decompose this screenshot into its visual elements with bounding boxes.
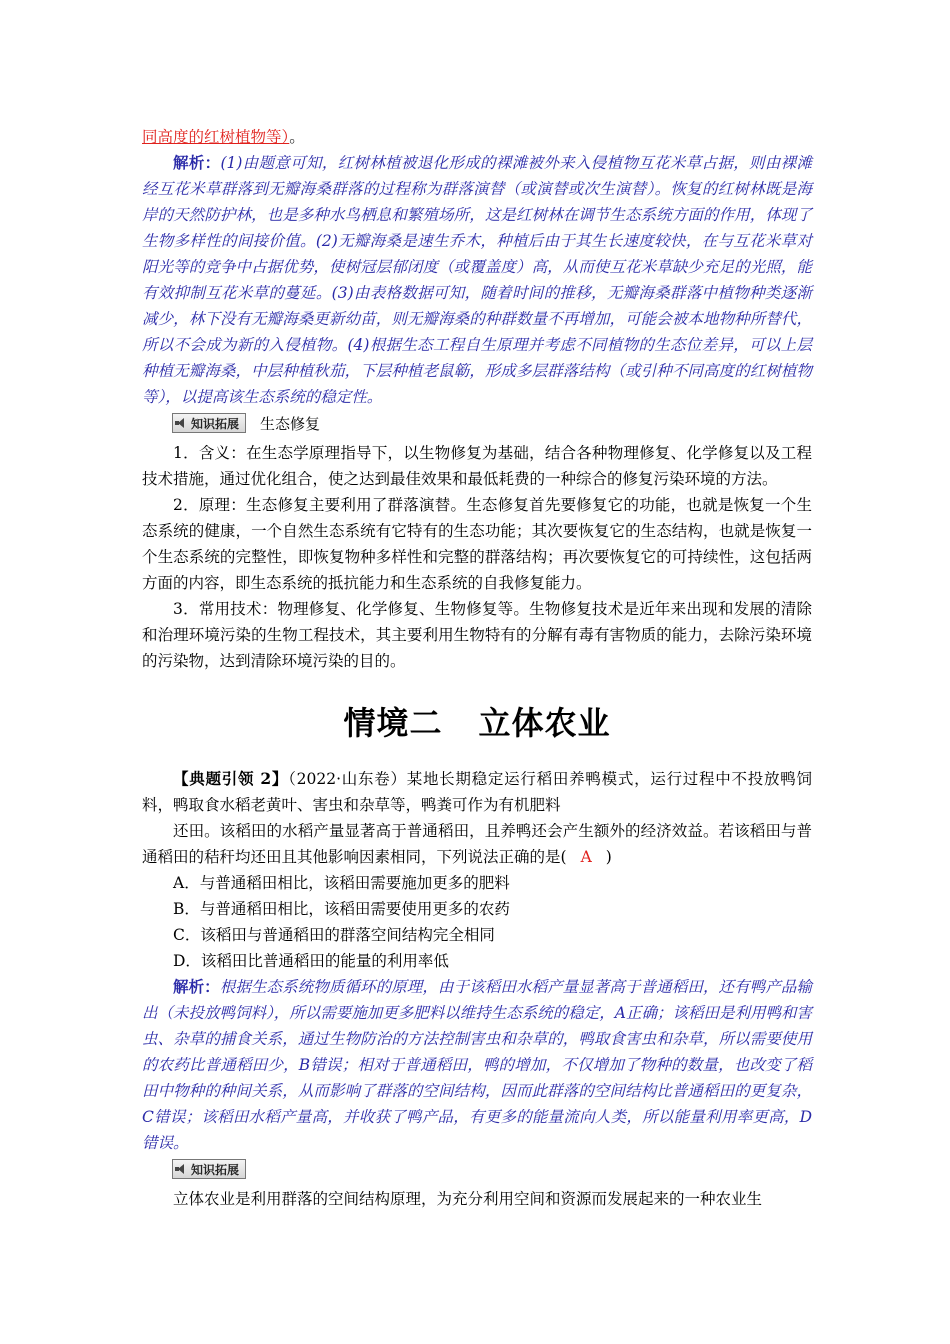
knowledge-text: 立体农业是利用群落的空间结构原理，为充分利用空间和资源而发展起来的一种农业生 xyxy=(173,1190,763,1208)
analysis-text: (1)由题意可知，红树林植被退化形成的裸滩被外来入侵植物互花米草占据，则由裸滩经互花米草群落到无瓣海桑群落的过程称为群落演替（或演替或次生演替）。恢复的红树林既是海岸的天然防护林，也是多种水鸟栖息和繁殖场所，这是红树林在调节生态系统方面的作用，体现了生物多样性的间接价值。(2)无瓣海桑是速生乔木，种植后由于其生长速度较快，在与互花米草对阳光等的竞争中占据优势，使树冠层郁闭度（或覆盖度）高，从而使互花米草缺少充足的光照，能有效抑制互花米草的蔓延。(3)由表格数据可知，随着时间的推移，无瓣海桑群落中植物种类逐渐减少，林下没有无瓣海桑更新幼苗，则无瓣海桑的种群数量不再增加，可能会被本地物种所替代，所以不会成为新的入侵植物。(4)根据生态工程自生原理并考虑不同植物的生态位差异，可以上层种植无瓣海桑，中层种植秋茄，下层种植老鼠簕，形成多层群落结构（或引种不同高度的红树植物等），以提高该生态系统的稳定性。 xyxy=(142,154,812,406)
knowledge-badge-label: 知识拓展 xyxy=(191,1162,240,1177)
analysis-label: 解析： xyxy=(173,977,220,996)
question-stem-line1: 某地长期稳定运行稻田养鸭模式，运行过程中不投放鸭饲料，鸭取食水稻老黄叶、害虫和杂草等，鸭粪可作为有机肥料 xyxy=(142,770,812,814)
knowledge-item: 1．含义：在生态学原理指导下，以生物修复为基础，结合各种物理修复、化学修复以及工程技术措施，通过优化组合，使之达到最佳效果和最低耗费的一种综合的修复污染环境的方法。 xyxy=(142,444,812,488)
section-heading-part1: 情境二 xyxy=(343,704,443,742)
question-stem-continued xyxy=(142,818,812,870)
analysis-text: 根据生态系统物质循环的原理，由于该稻田水稻产量显著高于普通稻田，还有鸭产品输出（未投放鸭饲料），所以需要施加更多肥料以维持生态系统的稳定，A正确；该稻田是利用鸭和害虫、杂草的捕食关系，通过生物防治的方法控制害虫和杂草的，鸭取食害虫和杂草，所以需要使用的农药比普通稻田少，B错误；相对于普通稻田，鸭的增加，不仅增加了物种的数量，也改变了稻田中物种的种间关系，从而影响了群落的空间结构，因而此群落的空间结构比普通稻田的更复杂，C错误；该稻田水稻产量高，并收获了鸭产品，有更多的能量流向人类，所以能量利用率更高，D错误。 xyxy=(142,978,812,1152)
analysis-label: 解析： xyxy=(173,153,221,172)
knowledge-item: 2．原理：生态修复主要利用了群落演替。生态修复首先要修复它的功能，也就是恢复一个生态系统的健康，一个自然生态系统有它特有的生态功能；其次要恢复它的生态结构，也就是恢复一个生态系统的完整性，即恢复物种多样性和完整的群落结构；再次要恢复它的可持续性，这包括两方面的内容，即生态系统的抵抗能力和生态系统的自我修复能力。 xyxy=(142,496,812,592)
option-d: D．该稻田比普通稻田的能量的利用率低 xyxy=(173,952,449,970)
knowledge-header-2 xyxy=(172,1158,812,1180)
knowledge-badge xyxy=(172,413,246,433)
document-page xyxy=(142,124,812,1212)
option-a: A．与普通稻田相比，该稻田需要施加更多的肥料 xyxy=(173,874,510,892)
option-c: C．该稻田与普通稻田的群落空间结构完全相同 xyxy=(173,926,495,944)
analysis-paragraph-2 xyxy=(142,974,812,1156)
question-answer: A xyxy=(580,848,592,866)
analysis-paragraph-1 xyxy=(142,150,812,410)
speaker-icon xyxy=(175,1164,187,1174)
section-heading-part2: 立体农业 xyxy=(478,704,611,742)
answer-continuation: 同高度的红树植物等） xyxy=(142,128,290,146)
question-tag: 【典题引领 2】 xyxy=(173,769,289,788)
question-stem xyxy=(142,766,812,818)
option-b: B．与普通稻田相比，该稻田需要使用更多的农药 xyxy=(173,900,510,918)
period: 。 xyxy=(289,128,305,146)
knowledge-badge-label: 知识拓展 xyxy=(191,416,240,431)
section-heading xyxy=(142,698,812,744)
knowledge-header-1 xyxy=(172,412,812,434)
knowledge-title: 生态修复 xyxy=(260,414,321,433)
speaker-icon xyxy=(175,418,187,428)
question-stem-line2: 还田。该稻田的水稻产量显著高于普通稻田，且养鸭还会产生额外的经济效益。若该稻田与普通稻田的秸秆均还田且其他影响因素相同，下列说法正确的是( xyxy=(142,822,812,866)
question-stem-close: ) xyxy=(605,848,612,866)
knowledge-badge xyxy=(172,1159,246,1179)
question-source: （2022·山东卷） xyxy=(288,770,407,788)
knowledge-item: 3．常用技术：物理修复、化学修复、生物修复等。生物修复技术是近年来出现和发展的清除和治理环境污染的生物工程技术，其主要利用生物特有的分解有毒有害物质的能力，去除污染环境的污染物，达到清除环境污染的目的。 xyxy=(142,600,812,670)
continued-answer-line xyxy=(142,124,812,150)
